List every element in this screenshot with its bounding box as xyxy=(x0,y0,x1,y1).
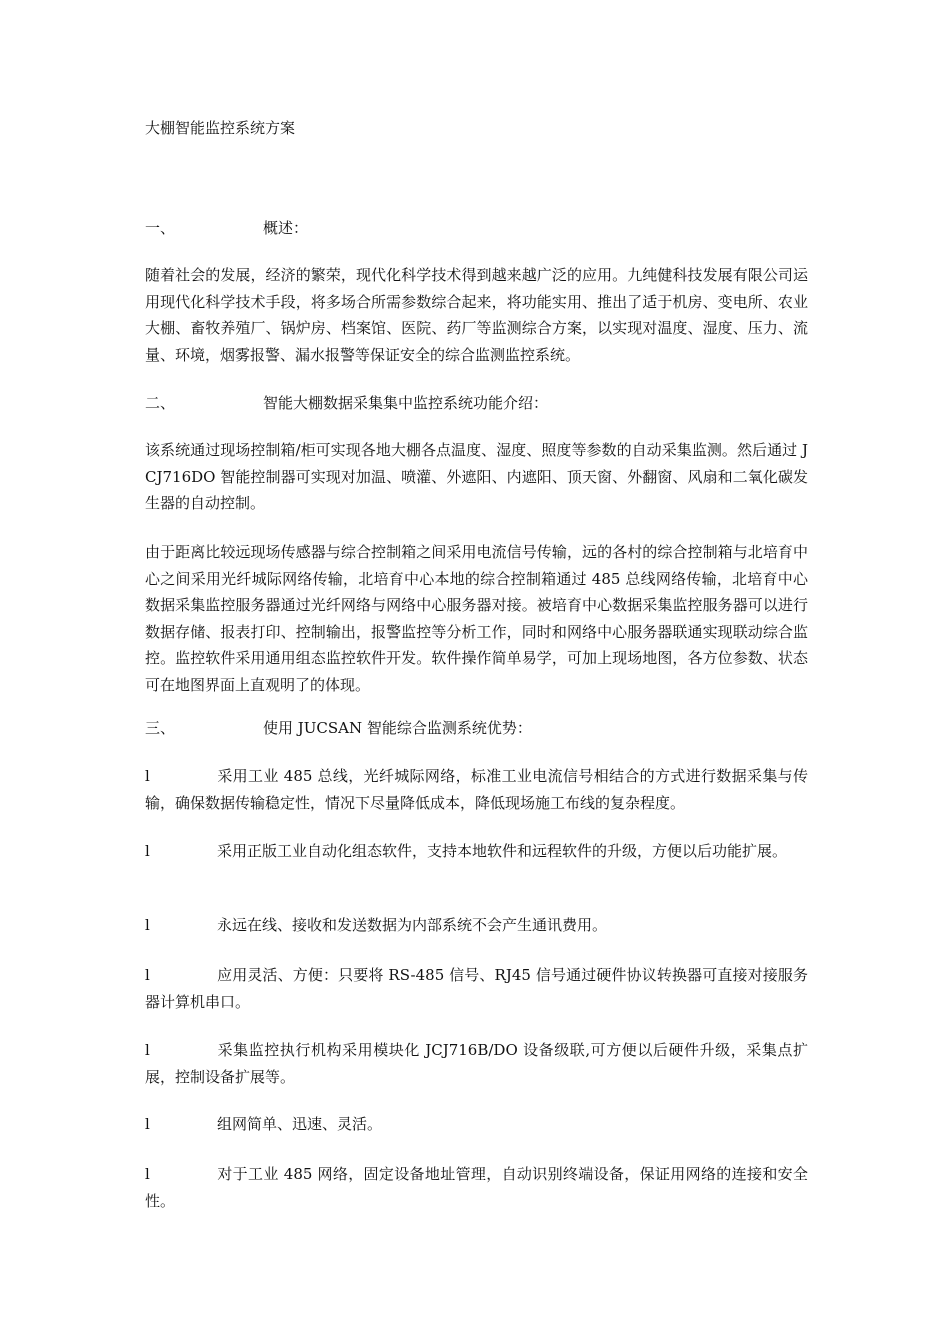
bullet-mark: l xyxy=(145,916,150,934)
advantage-text-1: 采用工业 485 总线，光纤城际网络，标准工业电流信号相结合的方式进行数据采集与传输，确保数据传输稳定性，情况下尽量降低成本，降低现场施工布线的复杂程度。 xyxy=(145,767,808,812)
bullet-mark: l xyxy=(145,966,150,984)
section-1-number: 一、 xyxy=(145,219,176,237)
advantage-text-5: 采集监控执行机构采用模块化 JCJ716B/DO 设备级联,可方便以后硬件升级，采集点扩展，控制设备扩展等。 xyxy=(145,1041,808,1086)
bullet-mark: l xyxy=(145,1115,150,1133)
bullet-mark: l xyxy=(145,1165,150,1183)
section-3-number: 三、 xyxy=(145,719,176,737)
bullet-mark: l xyxy=(145,1041,150,1059)
advantage-item-2 xyxy=(145,838,808,865)
section-2-paragraph-1: 该系统通过现场控制箱/柜可实现各地大棚各点温度、湿度、照度等参数的自动采集监测。然后通过 JCJ716DO 智能控制器可实现对加温、喷灌、外遮阳、内遮阳、顶天窗、外翻窗、风扇和二氧化碳发生器的自动控制。 xyxy=(145,441,808,512)
section-1-heading xyxy=(145,216,808,240)
section-3-title: 使用 JUCSAN 智能综合监测系统优势： xyxy=(263,719,532,737)
section-2-heading xyxy=(145,391,808,415)
section-1-paragraph-1: 随着社会的发展，经济的繁荣，现代化科学技术得到越来越广泛的应用。九纯健科技发展有限公司运用现代化科学技术手段，将多场合所需参数综合起来，将功能实用、推出了适于机房、变电所、农业大棚、畜牧养殖厂、锅炉房、档案馆、医院、药厂等监测综合方案，以实现对温度、湿度、压力、流量、环境，烟雾报警、漏水报警等保证安全的综合监测监控系统。 xyxy=(145,266,808,364)
document-title: 大棚智能监控系统方案 xyxy=(145,119,296,137)
section-3-heading xyxy=(145,716,808,740)
section-1-title: 概述： xyxy=(263,219,309,237)
section-2-title: 智能大棚数据采集集中监控系统功能介绍： xyxy=(263,394,549,412)
advantage-text-4: 应用灵活、方便：只要将 RS-485 信号、RJ45 信号通过硬件协议转换器可直接对接服务器计算机串口。 xyxy=(145,966,808,1011)
bullet-mark: l xyxy=(145,842,150,860)
section-2-number: 二、 xyxy=(145,394,176,412)
advantage-item-1 xyxy=(145,763,808,816)
section-2-paragraph-2: 由于距离比较远现场传感器与综合控制箱之间采用电流信号传输，远的各村的综合控制箱与北培育中心之间采用光纤城际网络传输，北培育中心本地的综合控制箱通过 485 总线网络传输，北培育中心数据采集监控服务器通过光纤网络与网络中心服务器对接。被培育中心数据采集监控服务器可以进行数据存储、报表打印、控制输出，报警监控等分析工作，同时和网络中心服务器联通实现联动综合监控。监控软件采用通用组态监控软件开发。软件操作简单易学，可加上现场地图，各方位参数、状态可在地图界面上直观明了的体现。 xyxy=(145,543,808,694)
advantage-item-4 xyxy=(145,962,808,1015)
advantage-item-6 xyxy=(145,1111,808,1138)
advantage-text-6: 组网简单、迅速、灵活。 xyxy=(217,1115,383,1133)
advantage-text-2: 采用正版工业自动化组态软件，支持本地软件和远程软件的升级，方便以后功能扩展。 xyxy=(217,842,788,860)
advantage-item-7 xyxy=(145,1161,808,1214)
advantage-text-7: 对于工业 485 网络，固定设备地址管理，自动识别终端设备，保证用网络的连接和安全性。 xyxy=(145,1165,808,1210)
bullet-mark: l xyxy=(145,767,150,785)
advantage-item-5 xyxy=(145,1037,808,1090)
advantage-item-3 xyxy=(145,912,808,939)
advantage-text-3: 永远在线、接收和发送数据为内部系统不会产生通讯费用。 xyxy=(217,916,608,934)
